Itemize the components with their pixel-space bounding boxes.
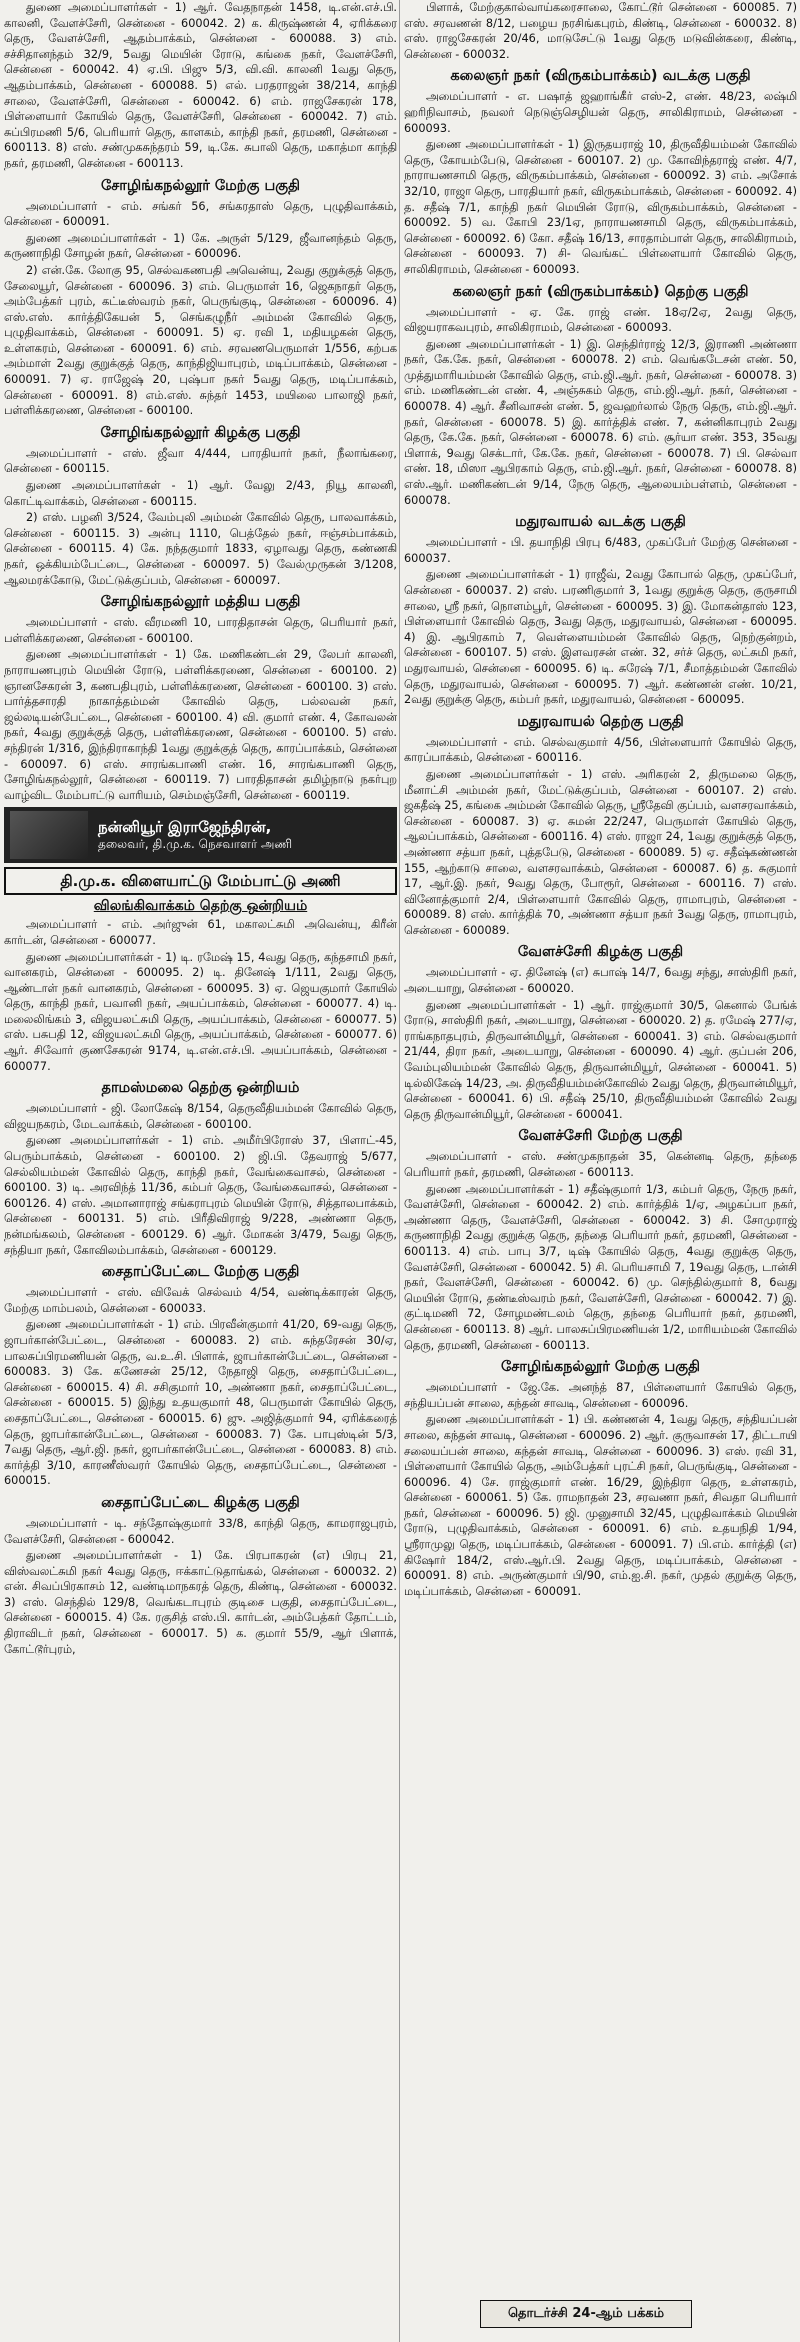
section-block — [4, 177, 397, 419]
section-paragraph: துணை அமைப்பாளர்கள் - 1) கே. பிரபாகரன் (எ) பிரபு 21, விஸ்வலட்சுமி நகர் 4வது தெரு, ஈக்காட்டுதாங்கல், சென்னை - 600032. 2) என். சிவப்பிரகாசம் 12, வண்டிமாநகரத் தெரு, கிண்டி, சென்னை - 600032. 3) எஸ். செந்தில் 129/8, வெங்கடாபுரம் குடிசை பகுதி, சைதாப்பேட்டை, சென்னை - 600015. 4) கே. ரகுசித் எஸ்.பி. கார்டன், அம்பேத்கர் தோட்டம், திராவிடர் நகர், சென்னை - 600017. 5) க. குமார் 55/9, ஆர் பிளாக், கோட்டூர்புரம், — [4, 1549, 397, 1656]
left-sections-2 — [4, 917, 397, 1657]
section-paragraph: துணை அமைப்பாளர்கள் - 1) டி. ரமேஷ் 15, 4வது தெரு, கந்தசாமி நகர், வானகரம், சென்னை - 600095. 2) டி. தினேஷ் 1/111, 2வது தெரு, ஆண்டாள் நகர் வானகரம், சென்னை - 600095. 3) ஏ. ஜெயகுமார் கோயில் தெரு, காந்தி நகர், பவானி நகர், அயப்பாக்கம், சென்னை - 600077. 4) டி. மலைலிங்கம் 3, விஜயலட்சுமி தெரு, அயப்பாக்கம், சென்னை - 600077. 5) எஸ். பசுபதி 12, விஜயலட்சுமி தெரு, அயப்பாக்கம், சென்னை - 600077. 6) ஆர். சிவோர் குணசேகரன் 9174, டி.என்.எச்.பி. அயப்பாக்கம், சென்னை - 600077. — [4, 950, 397, 1073]
section-block — [4, 1263, 397, 1489]
section-paragraph: துணை அமைப்பாளர்கள் - 1) இ. செந்திர்ராஜ் 12/3, இராணி அண்ணா நகர், கே.கே. நகர், சென்னை - 600078. 2) எம். வெங்கடேசன் எண். 50, முத்துமாரியம்மன் கோவில் தெரு, எம்.ஜி.ஆர். நகர், சென்னை - 600078. 3) எம். மணிகண்டன் எண். 4, அஞ்சுகம் தெரு, எம்.ஜி.ஆர். நகர், சென்னை - 600078. 4) ஆர். சீனிவாசன் எண். 5, ஜவஹர்லால் நேரு தெரு, எம்.ஜி.ஆர். நகர், சென்னை - 600078. 5) இ. கார்த்திக் எண். 7, கன்னிகாபுரம் 2வது தெரு, கே.கே. நகர், சென்னை - 600078. 6) எம். சூர்யா எண். 353, 35வது பிளாக், 9வது செக்டார், கே.கே. நகர், சென்னை - 600078. 7) பி. செல்வா எண். 18, மிஸா ஆபிரகாம் தெரு, எம்.ஜி.ஆர். நகர், சென்னை - 600078. 8) எஸ்.ஆர். மணிகண்டன் 9/14, நேரு தெரு, ஆலையம்பள்ளம், சென்னை - 600078. — [404, 337, 797, 507]
section-block — [4, 424, 397, 588]
team-title: தி.மு.க. விளையாட்டு மேம்பாட்டு அணி — [60, 872, 341, 891]
section-paragraph: அமைப்பாளர் - டி. சந்தோஷ்குமார் 33/8, காந்தி தெரு, காமராஜபுரம், வேளச்சேரி, சென்னை - 600042. — [4, 1516, 397, 1546]
section-paragraph: அமைப்பாளர் - எஸ். விவேக் செல்வம் 4/54, வண்டிக்காரன் தெரு, மேற்கு மாம்பலம், சென்னை - 600033. — [4, 1286, 397, 1315]
section-paragraph: துணை அமைப்பாளர்கள் - 1) எஸ். அரிகரன் 2, திருமலை தெரு, மீனாட்சி அம்மன் நகர், மேட்டுக்குப்பம், சென்னை - 600107. 2) எஸ். ஜகதீஷ் 25, கங்கை அம்மன் கோவில் தெரு, ஸ்ரீதேவி குப்பம், வளசரவாக்கம், சென்னை - 600087. 3) ஏ. சுமன் 22/247, பெருமாள் கோயில் தெரு, ஆலப்பாக்கம், சென்னை - 600116. 4) எஸ். ராஜா 24, 1வது குறுக்குத் தெரு, அண்ணா சத்யா நகர், புத்தபேடு, சென்னை - 600089. 5) ஏ. சதீஷ்கண்ணன் 155, ஆற்காடு சாலை, வளசரவாக்கம், சென்னை - 600087. 6) த. சுகுமார் 17, ஆர்.இ. நகர், 9வது தெரு, போரூர், சென்னை - 600116. 7) எஸ். வினோத்குமார் 2/4, பிள்ளையார் கோவில் தெரு, ராமாபுரம், சென்னை - 600089. 8) எஸ். கார்த்திக் 70, அண்ணா சத்யா நகர் 3வது தெரு, ராமாபுரம், சென்னை - 600089. — [404, 767, 797, 937]
section-paragraph: துணை அமைப்பாளர்கள் - 1) இருதயராஜ் 10, திருவீதியம்மன் கோவில் தெரு, கோயம்பேடு, சென்னை - 600107. 2) மு. கோவிந்தராஜ் எண். 4/7, நாராயணசாமி தெரு, விருகம்பாக்கம், சென்னை - 600092. 3) எம். அசோக் 32/10, ராஜா தெரு, பாரதியார் நகர், விருகம்பாக்கம், சென்னை - 600092. 4) த. சதீஷ் 7/1, காந்தி நகர் மெயின் ரோடு, விருகம்பாக்கம், சென்னை - 600092. 5) வ. கோபி 23/1ஏ, நாராயணசாமி தெரு, விருகம்பாக்கம், சென்னை - 600092. 6) கோ. சதீஷ் 16/13, சாரதாம்பாள் தெரு, சாலிகிராமம், சென்னை - 600093. 7) சி- வெங்கட் பிள்ளையார் கோவில் தெரு, சாலிகிராமம், சென்னை - 600093. — [404, 138, 797, 276]
team-title-box — [4, 867, 397, 895]
left-sections — [4, 0, 397, 803]
section-paragraph: துணை அமைப்பாளர்கள் - 1) பி. கண்ணன் 4, 1வது தெரு, சந்தியப்பன் சாலை, கந்தன் சாவடி, சென்னை - 600096. 2) ஆர். குருவாசன் 17, திட்டாயி சலையப்பன் சாலை, கந்தன் சாவடி, சென்னை - 600096. 3) எஸ். ரவி 31, பிள்ளையார் கோயில் தெரு, அம்பேத்கர் புரட்சி நகர், பெருங்குடி, சென்னை - 600096. 4) சே. ராஜ்குமார் எண். 16/29, இந்திரா தெரு, உள்ளகரம், சென்னை - 600061. 5) கே. ராமநாதன் 23, சரவணா நகர், சிவதா பெரியார் நகர், சென்னை - 600096. 5) ஜி. முனுசாமி 32/45, புழுதிவாக்கம் மெயின் ரோடு, புழுதிவாக்கம், சென்னை - 600091. 6) எம். உதயநிதி 1/94, ஸ்ரீராமுலு தெரு, மடிப்பாக்கம், சென்னை - 600091. 7) பி.எம். கார்த்தி (எ) கிஷோர் 184/2, எஸ்.ஆர்.பி. 2வது தெரு, மடிப்பாக்கம், சென்னை - 600091. 8) எம். அருண்குமார் பி/90, எம்.ஐ.சி. நகர், முதல் குறுக்கு தெரு, மடிப்பாக்கம், சென்னை - 600091. — [404, 1413, 797, 1598]
section-paragraph: அமைப்பாளர் - பி. தயாநிதி பிரபு 6/483, முகப்பேர் மேற்கு சென்னை - 600037. — [404, 536, 797, 565]
portrait-photo — [10, 811, 88, 859]
section-paragraph: 2) என்.கே. லோகு 95, செல்வகணபதி அவென்யு, 2வது குறுக்குத் தெரு, சேலையூர், சென்னை - 600096. 3) எம். பெருமாள் 16, ஜெகநாதர் தெரு, அம்பேத்கர் புரம், கட்டீஸ்வரம் நகர், பெருங்குடி, சென்னை - 600096. 4) எஸ்.எஸ். கார்த்திகேயன் 5, செங்கழுநீர் அம்மன் கோவில் தெரு, புழுதிவாக்கம், சென்னை - 600091. 5) ஏ. ரவி 1, மதியழகன் தெரு, உள்ளகரம், சென்னை - 600091. 6) எம். சரவணபெருமாள் 1/556, கற்பக அம்மாள் 2வது குறுக்குத் தெரு, காந்திஜியாபுரம், மடிப்பாக்கம், சென்னை - 600091. 7) ஏ. ராஜேஷ் 20, புஷ்பா நகர் 5வது தெரு, மடிப்பாக்கம், சென்னை - 600091. 8) எம்.எஸ். சுந்தர் 1453, மயிலை பாலாஜி நகர், பள்ளிக்கரணை, சென்னை - 600100. — [4, 263, 397, 418]
section-heading: வேளச்சேரி கிழக்கு பகுதி — [517, 944, 684, 961]
section-paragraph: அமைப்பாளர் - எம். சங்கர் 56, சங்கரதாஸ் தெரு, புழுதிவாக்கம், சென்னை - 600091. — [4, 199, 397, 229]
section-paragraph: அமைப்பாளர் - ஜே.கே. அனந்த் 87, பிள்ளையார் கோயில் தெரு, சந்தியப்பன் சாலை, கந்தன் சாவடி, சென்னை - 600096. — [404, 1381, 797, 1410]
right-sections — [404, 0, 797, 1599]
section-block — [404, 283, 797, 509]
section-block — [4, 0, 397, 172]
section-heading: கலைஞர் நகர் (விருகம்பாக்கம்) தெற்கு பகுதி — [452, 283, 749, 300]
section-block — [4, 917, 397, 1074]
section-paragraph: துணை அமைப்பாளர்கள் - 1) ஆர். வேதநாதன் 1458, டி.என்.எச்.பி. காலனி, வேளச்சேரி, சென்னை - 600042. 2) க. கிருஷ்ணன் 4, ஏரிக்கரை தெரு, வேளச்சேரி, ஆதம்பாக்கம், சென்னை - 600088. 3) எம். சச்சிதானந்தம் 32/9, 5வது மெயின் ரோடு, கங்கை நகர், வேளச்சேரி, சென்னை - 600042. 4) ஏ.பி. பிஜு 5/3, வி.வி. காலனி 1வது தெரு, ஆதம்பாக்கம், சென்னை - 600088. 5) எல். பரதராஜன் 38/214, காந்தி சாலை, வேளச்சேரி, சென்னை - 600042. 6) எம். ராஜசேகரன் 178, பிள்ளையார் கோயில் தெரு, வேளச்சேரி, சென்னை - 600042. 7) எம். சுப்பிரமணி 5/6, பெரியார் தெரு, காளகம், காந்தி நகர், தரமணி, சென்னை - 600113. 8) எஸ். சண்முகசுந்தரம் 59, டி.கே. சுபாலி தெரு, மகாத்மா காந்தி நகர், தரமணி, சென்னை - 600113. — [4, 1, 397, 170]
section-heading: சைதாப்பேட்டை மேற்கு பகுதி — [101, 1264, 300, 1281]
section-heading: தாமஸ்மலை தெற்கு ஒன்றியம் — [101, 1080, 300, 1097]
column-divider — [399, 0, 400, 2342]
section-paragraph: துணை அமைப்பாளர்கள் - 1) ராஜீவ், 2வது கோபால் தெரு, முகப்பேர், சென்னை - 600037. 2) எஸ். பரணிகுமார் 3, 1வது குறுக்கு தெரு, குருசாமி சாலை, ஸ்ரீ நகர், நொளம்பூர், சென்னை - 600095. 3) இ. மோகன்தாஸ் 123, பிள்ளையார் கோவில் தெரு, 3வது தெரு, மதுரவாயல், சென்னை - 600095. 4) இ. ஆபிரகாம் 7, வெள்ளையம்மன் கோவில் தெரு, நெற்குன்றம், சென்னை - 600107. 5) எஸ். இளவரசன் எண். 32, சர்ச் தெரு, லட்சுமி நகர், மதுரவாயல், சென்னை - 600095. 6) டி. சுரேஷ் 7/1, சீமாத்தம்மன் கோவில் தெரு, மதுரவாயல், சென்னை - 600095. 7) ஆர். கண்ணன் எண். 10/21, 2வது குறுக்கு தெரு, கம்பர் நகர், மதுரவாயல், சென்னை - 600095. — [404, 568, 797, 707]
left-column — [4, 0, 397, 2342]
section-paragraph: அமைப்பாளர் - எ. பஷாத் ஜஹாங்கீர் எஸ்-2, எண். 48/23, லஷ்மி ஹரிநிவாசம், நவலர் நெடுஞ்செழியன் தெரு, சாலிகிராமம், சென்னை - 600093. — [404, 90, 797, 135]
section-block — [404, 1358, 797, 1599]
section-paragraph: அமைப்பாளர் - எம். செல்வகுமார் 4/56, பிள்ளையார் கோயில் தெரு, காரப்பாக்கம், சென்னை - 600116. — [404, 735, 797, 765]
section-heading: கலைஞர் நகர் (விருகம்பாக்கம்) வடக்கு பகுதி — [450, 68, 751, 85]
section-paragraph: துணை அமைப்பாளர்கள் - 1) ஆர். வேலு 2/43, நியூ காலனி, கொட்டிவாக்கம், சென்னை - 600115. — [4, 479, 397, 508]
section-heading: சைதாப்பேட்டை கிழக்கு பகுதி — [101, 1494, 300, 1511]
section-block — [404, 713, 797, 939]
section-paragraph: துணை அமைப்பாளர்கள் - 1) எம். அமீர்பிரோஸ் 37, பிளாட்-45, பெரும்பாக்கம், சென்னை - 600100. 2) ஜி.பி. தேவராஜ் 5/677, செல்லியம்மன் கோவில் தெரு, காந்தி நகர், வேங்கைவாசல், சென்னை - 600100. 3) டி. அரவிந்த் 11/36, கம்பர் தெரு, வேங்கைவாசல், சென்னை - 600126. 4) எஸ். அமானாராஜ் சங்கராபுரம் மெயின் ரோடு, சித்தாலபாக்கம், சென்னை - 600131. 5) எம். பிரீதிவிராஜ் 9/228, அண்ணா தெரு, நன்மங்கலம், சென்னை - 600129. 6) ஆர். மோகன் 3/479, 5வது தெரு, சந்தியா நகர், கோவிலம்பாக்கம், சென்னை - 600129. — [4, 1134, 397, 1257]
section-block — [404, 943, 797, 1122]
section-paragraph: அமைப்பாளர் - ஜி. லோகேஷ் 8/154, தெருவீதியம்மன் கோவில் தெரு, விஜயநகரம், மேடவாக்கம், சென்னை - 600100. — [4, 1102, 397, 1131]
section-heading: சோழிங்கநல்லூர் கிழக்கு பகுதி — [100, 424, 301, 441]
right-column — [404, 0, 797, 2342]
section-paragraph: அமைப்பாளர் - எம். அர்ஜுன் 61, மகாலட்சுமி அவென்யு, கிரீன் கார்டன், சென்னை - 600077. — [4, 918, 397, 947]
section-paragraph: துணை அமைப்பாளர்கள் - 1) சதீஷ்குமார் 1/3, கம்பர் தெரு, நேரு நகர், வேளச்சேரி, சென்னை - 600042. 2) எம். கார்த்திக் 1/ஏ, அழகப்பா நகர், அண்ணா தெரு, வேளச்சேரி, சென்னை - 600042. 3) சி. சோமுராஜ் கருணாநிதி 2வது குறுக்கு தெரு, தந்தை பெரியார் நகர், தரமணி, சென்னை - 600113. 4) எம். பாபு 3/7, டிஷ் கோயில் தெரு, 4வது குறுக்கு தெரு, வேளச்சேரி, சென்னை - 600042. 5) சி. பெரியசாமி 7, 19வது தெரு, டான்சி நகர், வேளச்சேரி, சென்னை - 600042. 6) மு. செந்தில்குமார் 8, 6வது மெயின் ரோடு, தண்டீஸ்வரம் நகர், வேளச்சேரி, சென்னை - 600042. 7) இ. குட்டிமணி 72, சோழமண்டலம் தெரு, தந்தை பெரியார் நகர், தரமணி, சென்னை - 600113. 8) ஆர். பாலசுப்பிரமணியன் 1/2, மாரியம்மன் கோவில் தெரு, தரமணி, சென்னை - 600113. — [404, 1182, 797, 1352]
section-paragraph: 2) எஸ். பழனி 3/524, வேம்புலி அம்மன் கோவில் தெரு, பாலவாக்கம், சென்னை - 600115. 3) அன்பு 1110, பெத்தேல் நகர், ஈஞ்சம்பாக்கம், சென்னை - 600115. 4) கே. நந்தகுமார் 1833, ஏழாவது தெரு, கண்ணகி நகர், ஒக்கியம்பேட்டை, சென்னை - 600097. 5) வேல்முருகன் 3/1208, ஆலமரக்கோடு, மேட்டுக்குப்பம், சென்னை - 600097. — [4, 511, 397, 587]
section-block — [404, 513, 797, 708]
section-paragraph: துணை அமைப்பாளர்கள் - 1) கே. அருள் 5/129, ஜீவானந்தம் தெரு, கருணாநிதி சோழன் நகர், சென்னை - 600096. — [4, 231, 397, 261]
section-heading: மதுரவாயல் வடக்கு பகுதி — [515, 514, 686, 531]
section-paragraph: பிளாக், மேற்குகால்வாய்கரைசாலை, கோட்டூர் சென்னை - 600085. 7) எஸ். சரவணன் 8/12, பழைய நரசிங்கபுரம், கிண்டி, சென்னை - 600032. 8) எஸ். ராஜசேகரன் 20/46, மாடுசேட்டு 1வது தெரு மடுவின்கரை, கிண்டி, சென்னை - 600032. — [404, 1, 797, 61]
section-block — [4, 1494, 397, 1657]
section-heading: சோழிங்கநல்லூர் மத்திய பகுதி — [100, 594, 301, 611]
section-heading: சோழிங்கநல்லூர் மேற்கு பகுதி — [100, 177, 300, 194]
section-heading: சோழிங்கநல்லூர் மேற்கு பகுதி — [500, 1359, 700, 1376]
section-block — [4, 1079, 397, 1258]
section-paragraph: அமைப்பாளர் - ஏ. கே. ராஜ் எண். 18ஏ/2ஏ, 2வது தெரு, விஜயராகவபுரம், சாலிகிராமம், சென்னை - 600093. — [404, 305, 797, 335]
section-heading: மதுரவாயல் தெற்கு பகுதி — [517, 713, 684, 730]
section-paragraph: துணை அமைப்பாளர்கள் - 1) கே. மணிகண்டன் 29, லேபர் காலனி, நாராயணபுரம் மெயின் ரோடு, பள்ளிக்கரணை, சென்னை - 600100. 2) ஞானசேகரன் 3, கணபதிபுரம், பள்ளிக்கரணை, சென்னை - 600100. 3) எஸ். பார்த்தசாரதி நாகாத்தம்மன் கோவில் தெரு, பல்லவன் நகர், ஜல்லடியன்பேட்டை, சென்னை - 600100. 4) வி. குமார் எண். 4, கோவலன் நகர், 4வது குறுக்குத் தெரு, பள்ளிக்கரணை, சென்னை - 600100. 5) எஸ். சந்திரன் 1/316, இந்திராகாந்தி 1வது குறுக்குத் தெரு, காரப்பாக்கம், சென்னை - 600097. 6) எஸ். சாரங்கபாணி எண். 16, சாரங்கபாணி தெரு, சோழிங்கநல்லூர், சென்னை - 600119. 7) பாரதிதாசன் தமிழ்நாடு நகர்புற வாழ்விட மேம்பாட்டு வாரியம், செம்மஞ்சேரி, சென்னை - 600119. — [4, 648, 397, 802]
banner-name: நன்னியூர் இராஜேந்திரன், — [98, 818, 272, 837]
section-paragraph: அமைப்பாளர் - எஸ். வீரமணி 10, பாரதிதாசன் தெரு, பெரியார் நகர், பள்ளிக்கரணை, சென்னை - 600100. — [4, 616, 397, 645]
banner-role: தலைவர், தி.மு.க. நெசவாளர் அணி — [98, 837, 293, 852]
section-block — [4, 593, 397, 803]
section-paragraph: அமைப்பாளர் - எஸ். சண்முகநாதன் 35, கென்னடி தெரு, தந்தை பெரியார் நகர், தரமணி, சென்னை - 600113. — [404, 1150, 797, 1179]
continuation-note: தொடர்ச்சி 24-ஆம் பக்கம் — [480, 2300, 692, 2328]
section-paragraph: துணை அமைப்பாளர்கள் - 1) எம். பிரவீன்குமார் 41/20, 69-வது தெரு, ஜாபர்கான்பேட்டை, சென்னை - 600083. 2) எம். சுந்தரேசன் 30/ஏ, பாலசுப்பிரமணியன் தெரு, வ.உ.சி. பிளாக், ஜாபர்கான்பேட்டை, சென்னை - 600083. 3) கே. கணேசன் 25/12, நேதாஜி தெரு, சைதாப்பேட்டை, சென்னை - 600015. 4) சி. சசிகுமார் 10, அண்ணா நகர், சைதாப்பேட்டை, சென்னை - 600015. 5) இந்து உதயகுமார் 48, பெருமாள் கோயில் தெரு, சைதாப்பேட்டை, சென்னை - 600015. 6) ஜு. அஜித்குமார் 94, ஏரிக்கரைத் தெரு, ஜாபர்கான்பேட்டை, சென்னை - 600083. 7) கே. பாபுஸ்டின் 5/3, 7வது தெரு, ஆர்.ஜி. நகர், ஜாபர்கான்பேட்டை, சென்னை - 600083. 8) எம். கார்த்தி 3/10, காரணீஸ்வரர் கோயில் தெரு, சைதாப்பேட்டை, சென்னை - 600015. — [4, 1318, 397, 1488]
section-paragraph: அமைப்பாளர் - எஸ். ஜீவா 4/444, பாரதியார் நகர், நீலாங்கரை, சென்னை - 600115. — [4, 446, 397, 476]
section-heading: வேளச்சேரி மேற்கு பகுதி — [518, 1128, 683, 1145]
section-paragraph: அமைப்பாளர் - ஏ. தினேஷ் (எ) சுபாஷ் 14/7, 6வது சந்து, சாஸ்திரி நகர், அடையாறு, சென்னை - 600020. — [404, 966, 797, 996]
section-paragraph: துணை அமைப்பாளர்கள் - 1) ஆர். ராஜ்குமார் 30/5, கெனால் பேங்க் ரோடு, சாஸ்திரி நகர், அடையாறு, சென்னை - 600020. 2) த. ரமேஷ் 277/ஏ, ராங்கநாதபுரம், திருவான்மியூர், சென்னை - 600041. 3) எம். செல்வகுமார் 21/44, திரா நகர், அடையாறு, சென்னை - 600090. 4) ஆர். குப்பன் 206, வேம்புலியம்மன் கோவில் தெரு, திருவான்மியூர், சென்னை - 600041. 5) டில்லிகேஷ் 14/23, அ. திருவீதியம்மன்கோவில் 2வது தெரு, திருவான்மியூர், சென்னை - 600041. 6) பி. சதீஷ் 25/10, திருவீதியம்மன் கோவில் 2வது தெரு திருவான்மியூர், சென்னை - 600041. — [404, 998, 797, 1121]
section-block — [404, 1127, 797, 1353]
team-subtitle: விலங்கிவாக்கம் தெற்கு ஒன்றியம் — [93, 898, 308, 915]
section-block — [404, 0, 797, 62]
photo-banner — [4, 807, 397, 863]
section-block — [404, 67, 797, 277]
